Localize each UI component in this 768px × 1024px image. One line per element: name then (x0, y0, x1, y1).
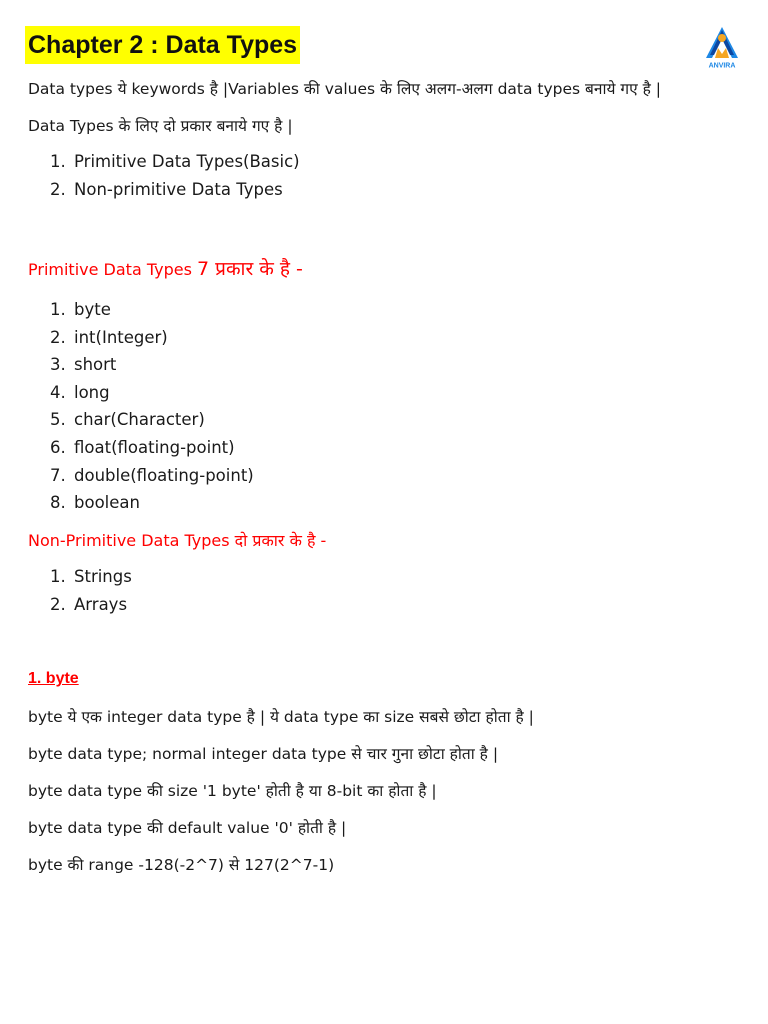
byte-line-2: byte data type; normal integer data type से चार गुना छोटा होता है | (28, 745, 499, 763)
chapter-title: Chapter 2 : Data Types (25, 26, 300, 64)
non-primitive-list (50, 567, 132, 622)
byte-line-5: byte की range -128(-2^7) से 127(2^7-1) (28, 856, 335, 874)
list-item: 1. Strings (50, 567, 132, 586)
list-item: 4. long (50, 382, 110, 402)
non-primitive-heading: Non-Primitive Data Types दो प्रकार के है - (28, 531, 327, 550)
logo-text: ANVIRA (708, 62, 736, 70)
type-kinds-list (50, 152, 300, 207)
list-item: 6. float(floating-point) (50, 437, 235, 457)
byte-section-heading: 1. byte (28, 670, 79, 687)
intro-line-1: Data types ये keywords है |Variables की values के लिए अलग-अलग data types बनाये गए है | (28, 80, 662, 98)
list-item: 3. short (50, 355, 117, 375)
list-item: 5. char(Character) (50, 410, 205, 430)
primitive-list (50, 300, 254, 521)
list-item: 8. boolean (50, 493, 140, 513)
list-item: 2. Non-primitive Data Types (50, 179, 283, 199)
list-item: 7. double(floating-point) (50, 465, 254, 485)
primitive-heading: Primitive Data Types 7 प्रकार के है - (28, 258, 303, 280)
list-item: 1. Primitive Data Types(Basic) (50, 152, 300, 171)
intro-line-2: Data Types के लिए दो प्रकार बनाये गए है | (28, 117, 293, 135)
list-item: 1. byte (50, 300, 111, 319)
byte-line-4: byte data type की default value '0' होती है | (28, 819, 347, 837)
anvira-logo-icon (698, 24, 746, 72)
list-item: 2. int(Integer) (50, 327, 168, 347)
list-item: 2. Arrays (50, 594, 128, 614)
byte-line-1: byte ये एक integer data type है | ये data type का size सबसे छोटा होता है | (28, 708, 534, 726)
byte-line-3: byte data type की size '1 byte' होती है या 8-bit का होता है | (28, 782, 437, 800)
